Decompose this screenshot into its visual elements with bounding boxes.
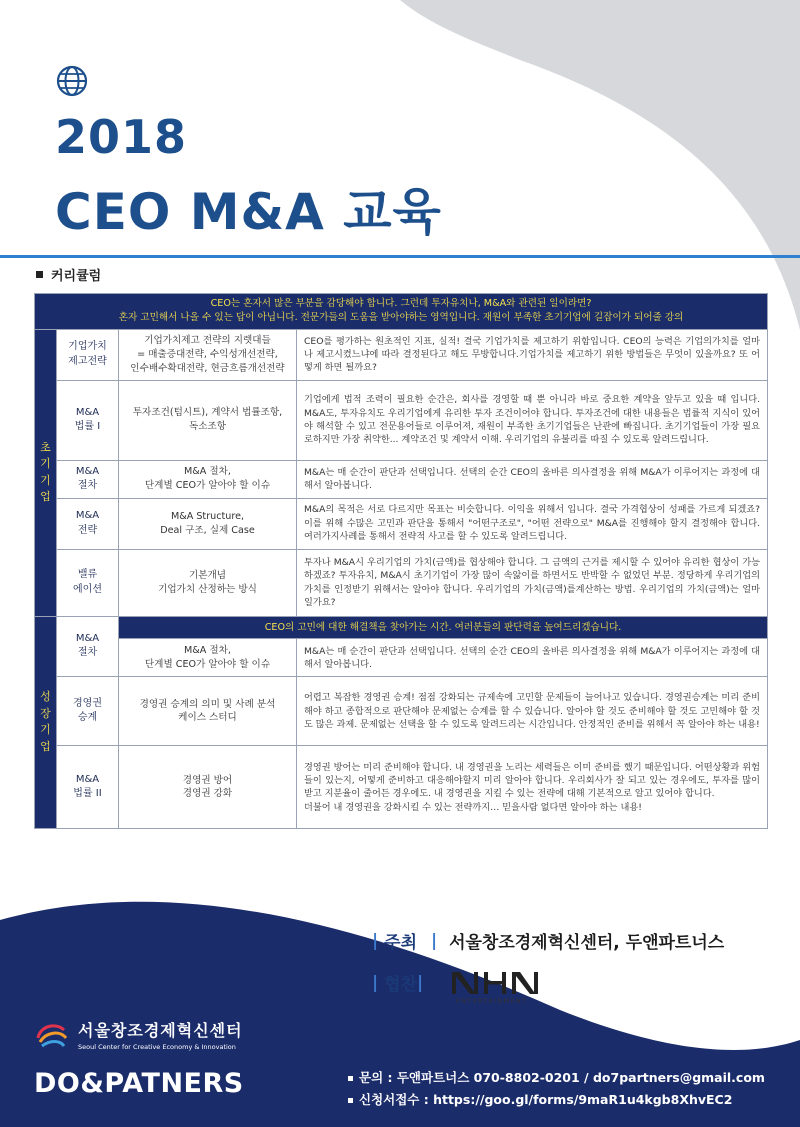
row-topic: M&A 절차 [57,460,119,498]
row-content: M&A Structure, Deal 구조, 실제 Case [119,498,297,549]
organizer: | 주최 | 서울창조경제혁신센터, 두앤파트너스 [372,928,724,953]
group-label-early: 초 기 기 업 [35,329,57,616]
row-description: 투자나 M&A시 우리기업의 가치(금액)를 협상해야 합니다. 그 금액의 근거를 제시할 수 있어야 유리한 협상이 가능하겠죠? 투자유치, M&A시 초기기업이 가장 많이 속앓이를 하면서도 반박할 수 없었던 부분. 정당하게 우리기업의 가치를 인정받기 위해서는 알아야 합니다. 우리기업의 가치(금액)를계산하는 방법. 우리기업의 가치(금액)는 얼마일가요? [297,549,768,616]
nhn-sub-label: ENTERTAINMENT [456,997,528,1005]
row-content: 경영권 방어 경영권 강화 [119,746,297,829]
row-content: M&A 절차, 단계별 CEO가 알아야 할 이슈 [119,460,297,498]
group-label-growth: 성 장 기 업 [35,616,57,829]
contact-line: 문의 : 두앤파트너스 070-8802-0201 / do7partners@gmail.com [359,1070,765,1085]
row-content: M&A 절차, 단계별 CEO가 알아야 할 이슈 [119,639,297,677]
bullet-square-icon [348,1098,353,1103]
row-topic: M&A 법률 II [57,746,119,829]
sponsor: | 협찬 | [372,970,423,995]
page-title: CEO M&A 교육 [55,183,442,241]
section-label: 커리큘럼 [51,269,102,284]
table-row [35,329,768,380]
seoul-center-logo [34,1018,243,1051]
row-topic: 기업가치 제고전략 [57,329,119,380]
banner-line: 혼자 고민해서 나올 수 있는 답이 아닙니다. 전문가들의 도움을 받아야하는 영역입니다. 재원이 부족한 초기기업에 길잡이가 되어줄 강의 [118,312,684,324]
row-topic: M&A 법률 I [57,380,119,460]
row-description: 경영권 방어는 미리 준비해야 합니다. 내 경영권을 노리는 세력들은 이미 준비를 했기 때문입니다. 어떤상황과 위험들이 있는지, 어떻게 준비하고 대응해야할지 미리 알아야 합니다. 우리회사가 잘 되고 있는 경우에도, 투자를 많이 받고 지분율이 줄어든 경우에도. 내 경영권을 지킬 수 있는 전략에 대해 기본적으로 알고 있어야 합니다. 더불어 내 경영권을 강화시킬 수 있는 전략까지… 믿을사람 없다면 알아야 하는 내용! [297,746,768,829]
table-row [35,677,768,746]
row-description: M&A는 매 순간이 판단과 선택입니다. 선택의 순간 CEO의 올바른 의사결정을 위해 M&A가 이루어지는 과정에 대해서 알아봅니다. [297,639,768,677]
row-description: CEO를 평가하는 원초적인 지표, 실적! 결국 기업가치를 제고하기 위함입니다. CEO의 능력은 기업의가치를 얼마나 제고시켰느냐에 따라 결정된다고 해도 무방합니다.기업가치를 제고하기 위한 방법들은 무엇이 있을까요? 또 어떻게 하면 될까요? [297,329,768,380]
table-row [35,549,768,616]
row-topic: M&A 절차 [57,616,119,677]
divider [0,255,800,258]
banner-line: CEO는 혼자서 많은 부분을 감당해야 합니다. 그런데 투자유치나, M&A와 관련된 일이라면? [210,298,592,309]
row-content: 기본개념 기업가치 산정하는 방식 [119,549,297,616]
seoul-logo-icon [34,1020,70,1050]
row-description: M&A의 목적은 서로 다르지만 목표는 비슷합니다. 이익을 위해서 입니다. 결국 가격협상이 성패를 가르게 되겠죠? 이를 위해 수많은 고민과 판단을 통해서 "어떤구조로", "어떤 전략으로" M&A를 진행해야 할지 결정해야 합니다. 여러가지사례를 통해서 전략적 사고를 할 수 있도록 알려드립니다. [297,498,768,549]
row-content: 경영권 승계의 의미 및 사례 분석 케이스 스터디 [119,677,297,746]
table-row [35,616,768,639]
row-description: 기업에게 법적 조력이 필요한 순간은, 회사를 경영할 때 뿐 아니라 바로 중요한 계약을 앞두고 있을 때 입니다. M&A도, 투자유치도 우리기업에게 유리한 투자 조건이어야 합니다. 투자조건에 대한 내용들은 법률적 지식이 있어야 해석할 수 있고 전문용어들로 이루어져, 재원이 부족한 초기기업들은 난관에 빠집니다. 초기기업들이 가장 필요로하지만 가장 취약한... 계약조건 및 계약서 이해. 우리기업의 유불리를 따질 수 있도록 알려드립니다. [297,380,768,460]
table-row [35,746,768,829]
table-row [35,380,768,460]
table-row [35,460,768,498]
header [55,64,89,102]
brand-logo: DO&PATNERS [34,1068,244,1099]
apply-line[interactable]: 신청서접수 : https://goo.gl/forms/9maR1u4kgb8XhvEC2 [359,1091,733,1107]
sponsor-tag: 협찬 [384,975,417,995]
row-description: M&A는 매 순간이 판단과 선택입니다. 선택의 순간 CEO의 올바른 의사결정을 위해 M&A가 이루어지는 과정에 대해서 알아봅니다. [297,460,768,498]
table-row [35,639,768,677]
table-banner [35,294,768,330]
seoul-subtitle: Seoul Center for Creative Economy & Innovation [78,1043,236,1051]
bullet-square-icon [36,271,43,278]
page-year: 2018 [55,110,188,164]
table-row [35,498,768,549]
row-content: 기업가치제고 전략의 지렛대들 = 매출증대전략, 수익성개선전략, 인수배수확대전략, 현금흐름개선전략 [119,329,297,380]
row-content: 투자조건(텀시트), 계약서 법률조항, 독소조항 [119,380,297,460]
globe-icon [55,64,89,98]
curriculum-table [34,293,767,829]
mid-banner: CEO의 고민에 대한 해결책을 찾아가는 시간. 여러분들의 판단력을 높여드리겠습니다. [119,616,768,639]
bullet-square-icon [348,1076,353,1081]
row-description: 어렵고 복잡한 경영권 승계! 점점 강화되는 규제속에 고민할 문제들이 늘어나고 있습니다. 경영권승계는 미리 준비해야 하고 종합적으로 판단해야 문제없는 승계를 할 수 있습니다. 알아야 할 것도 준비해야 할 것도 고민해야 할 것도 많은 과제. 문제없는 선택을 할 수 있도록 알려드리는 시간입니다. 안정적인 준비를 위해서 꼭 알아야 하는 내용! [297,677,768,746]
organizer-value: 서울창조경제혁신센터, 두앤파트너스 [449,933,725,953]
section-heading [36,265,101,284]
row-topic: M&A 전략 [57,498,119,549]
contact-block [348,1067,765,1111]
organizer-tag: 주최 [384,933,417,953]
row-topic: 밸류 에이션 [57,549,119,616]
row-topic: 경영권 승계 [57,677,119,746]
seoul-title: 서울창조경제혁신센터 [78,1021,243,1040]
